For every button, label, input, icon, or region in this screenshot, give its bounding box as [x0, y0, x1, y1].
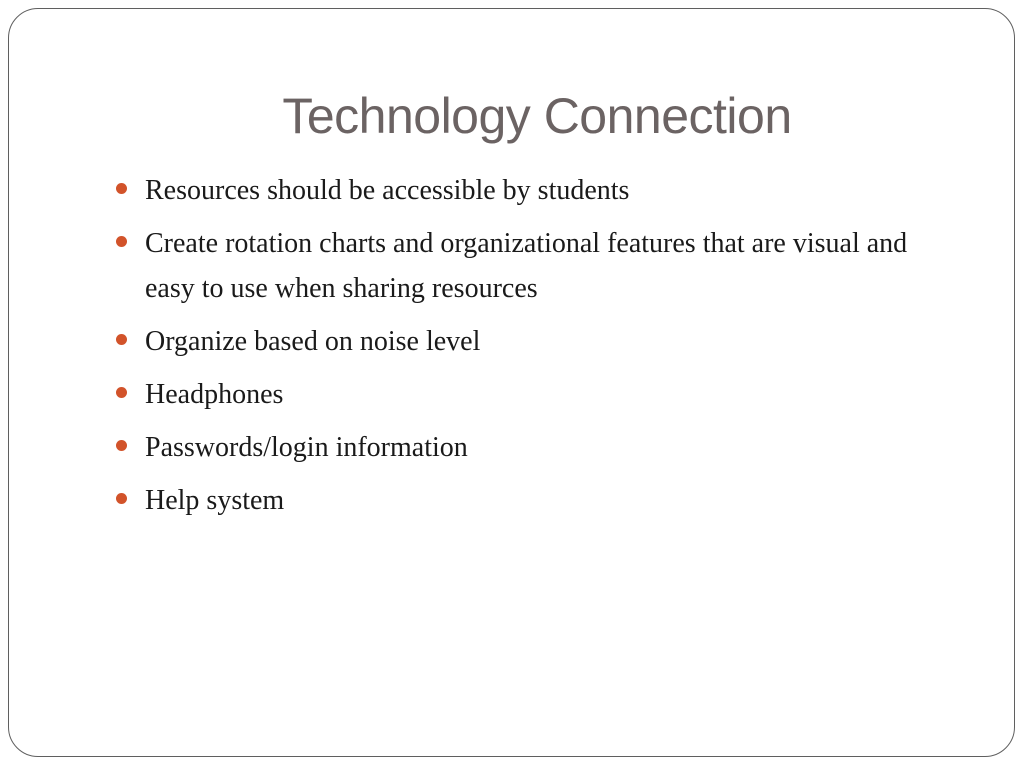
bullet-item [116, 372, 916, 417]
bullet-text: Headphones [145, 379, 284, 410]
bullet-dot-icon [116, 387, 127, 398]
bullet-item [116, 425, 916, 470]
bullet-item [116, 478, 916, 523]
bullet-text: Organize based on noise level [145, 326, 481, 357]
bullet-text: Resources should be accessible by students [145, 175, 630, 206]
bullet-item [116, 168, 916, 213]
slide-title: Technology Connection [282, 88, 792, 144]
bullet-text: Help system [145, 485, 285, 516]
bullet-dot-icon [116, 440, 127, 451]
bullet-dot-icon [116, 183, 127, 194]
bullet-dot-icon [116, 334, 127, 345]
bullet-dot-icon [116, 493, 127, 504]
bullet-dot-icon [116, 236, 127, 247]
bullet-text: Passwords/login information [145, 432, 468, 463]
bullet-item [116, 221, 916, 311]
bullet-text: Create rotation charts and organizational features that are visual and easy to use when sharing resources [145, 228, 908, 304]
bullet-item [116, 319, 916, 364]
bullet-list [116, 168, 916, 531]
